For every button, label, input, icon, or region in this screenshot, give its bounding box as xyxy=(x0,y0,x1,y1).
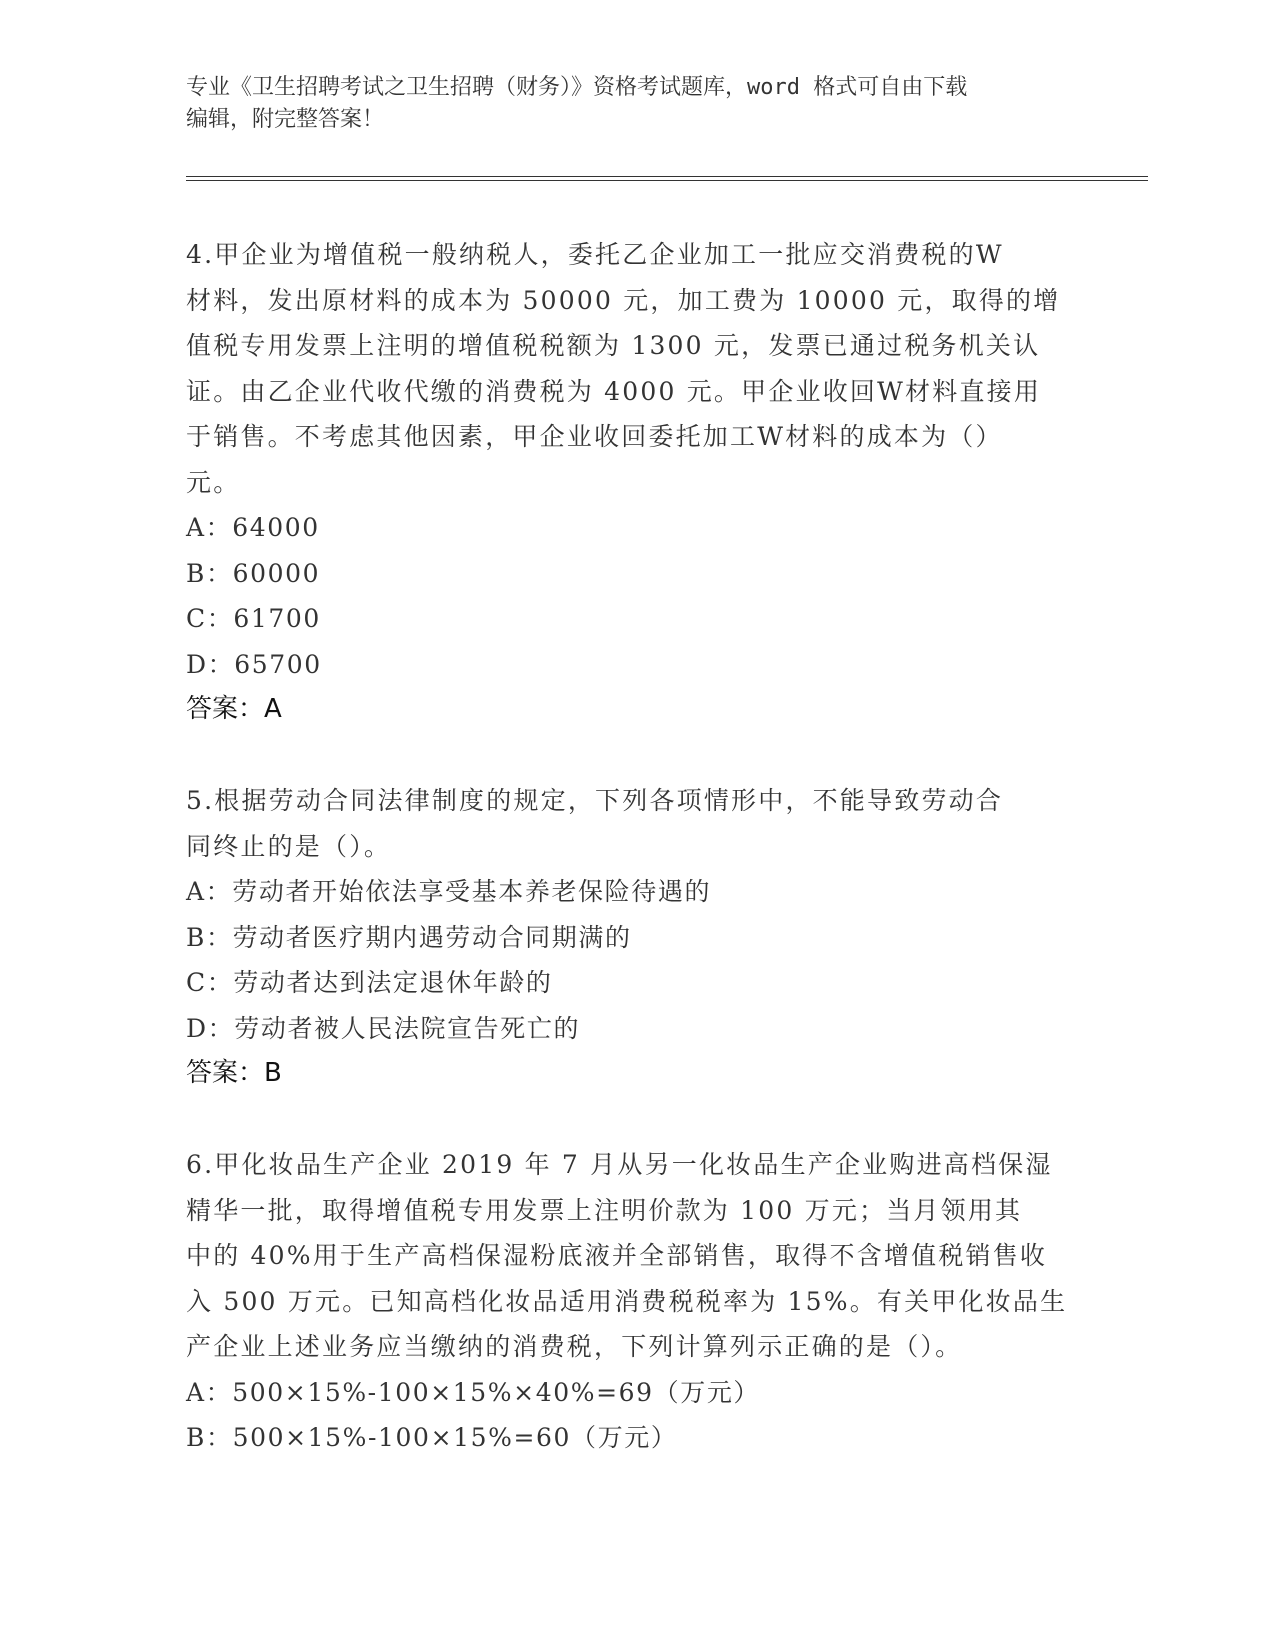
option-a: A：劳动者开始依法享受基本养老保险待遇的 xyxy=(186,877,712,906)
answer-label: 答案：A xyxy=(186,694,282,724)
question-stem-line: 产企业上述业务应当缴纳的消费税，下列计算列示正确的是（）。 xyxy=(186,1332,963,1361)
question-stem-line: 于销售。不考虑其他因素，甲企业收回委托加工W材料的成本为（） xyxy=(186,422,1003,451)
option-b: B：60000 xyxy=(186,558,321,588)
question-stem-line: 材料，发出原材料的成本为 50000 元，加工费为 10000 元，取得的增 xyxy=(186,285,1061,315)
option-d: D：劳动者被人民法院宣告死亡的 xyxy=(186,1013,581,1043)
option-c: C：劳动者达到法定退休年龄的 xyxy=(186,968,553,997)
question-4 xyxy=(186,232,1086,733)
question-stem-line: 同终止的是（）。 xyxy=(186,831,392,861)
header-divider-bottom xyxy=(186,180,1148,181)
option-b: B：500×15%-100×15%=60（万元） xyxy=(186,1423,678,1452)
question-stem-line: 5.根据劳动合同法律制度的规定，下列各项情形中，不能导致劳动合 xyxy=(186,786,1004,815)
option-a: A：500×15%-100×15%×40%=69（万元） xyxy=(186,1377,761,1407)
option-d: D：65700 xyxy=(186,649,322,679)
option-a: A：64000 xyxy=(186,513,320,542)
question-stem-line: 中的 40%用于生产高档保湿粉底液并全部销售，取得不含增值税销售收 xyxy=(186,1241,1048,1270)
question-5 xyxy=(186,778,1086,1097)
question-stem-line: 证。由乙企业代收代缴的消费税为 4000 元。甲企业收回W材料直接用 xyxy=(186,376,1042,406)
question-stem-line: 值税专用发票上注明的增值税税额为 1300 元，发票已通过税务机关认 xyxy=(186,331,1041,360)
document-header xyxy=(186,72,1066,136)
question-stem-line: 元。 xyxy=(186,467,241,497)
question-stem-line: 入 500 万元。已知高档化妆品适用消费税税率为 15%。有关甲化妆品生 xyxy=(186,1286,1068,1316)
option-b: B：劳动者医疗期内遇劳动合同期满的 xyxy=(186,922,632,952)
option-c: C：61700 xyxy=(186,604,321,633)
header-line-1: 专业《卫生招聘考试之卫生招聘（财务）》资格考试题库，word 格式可自由下载 xyxy=(186,75,968,100)
question-stem-line: 6.甲化妆品生产企业 2019 年 7 月从另一化妆品生产企业购进高档保湿 xyxy=(186,1150,1053,1179)
answer-label: 答案：B xyxy=(186,1058,282,1088)
question-stem-line: 精华一批，取得增值税专用发票上注明价款为 100 万元；当月领用其 xyxy=(186,1195,1023,1225)
header-divider-top xyxy=(186,176,1148,177)
question-6 xyxy=(186,1142,1086,1461)
header-line-2: 编辑，附完整答案！ xyxy=(186,107,385,132)
question-stem-line: 4.甲企业为增值税一般纳税人，委托乙企业加工一批应交消费税的W xyxy=(186,240,1004,269)
